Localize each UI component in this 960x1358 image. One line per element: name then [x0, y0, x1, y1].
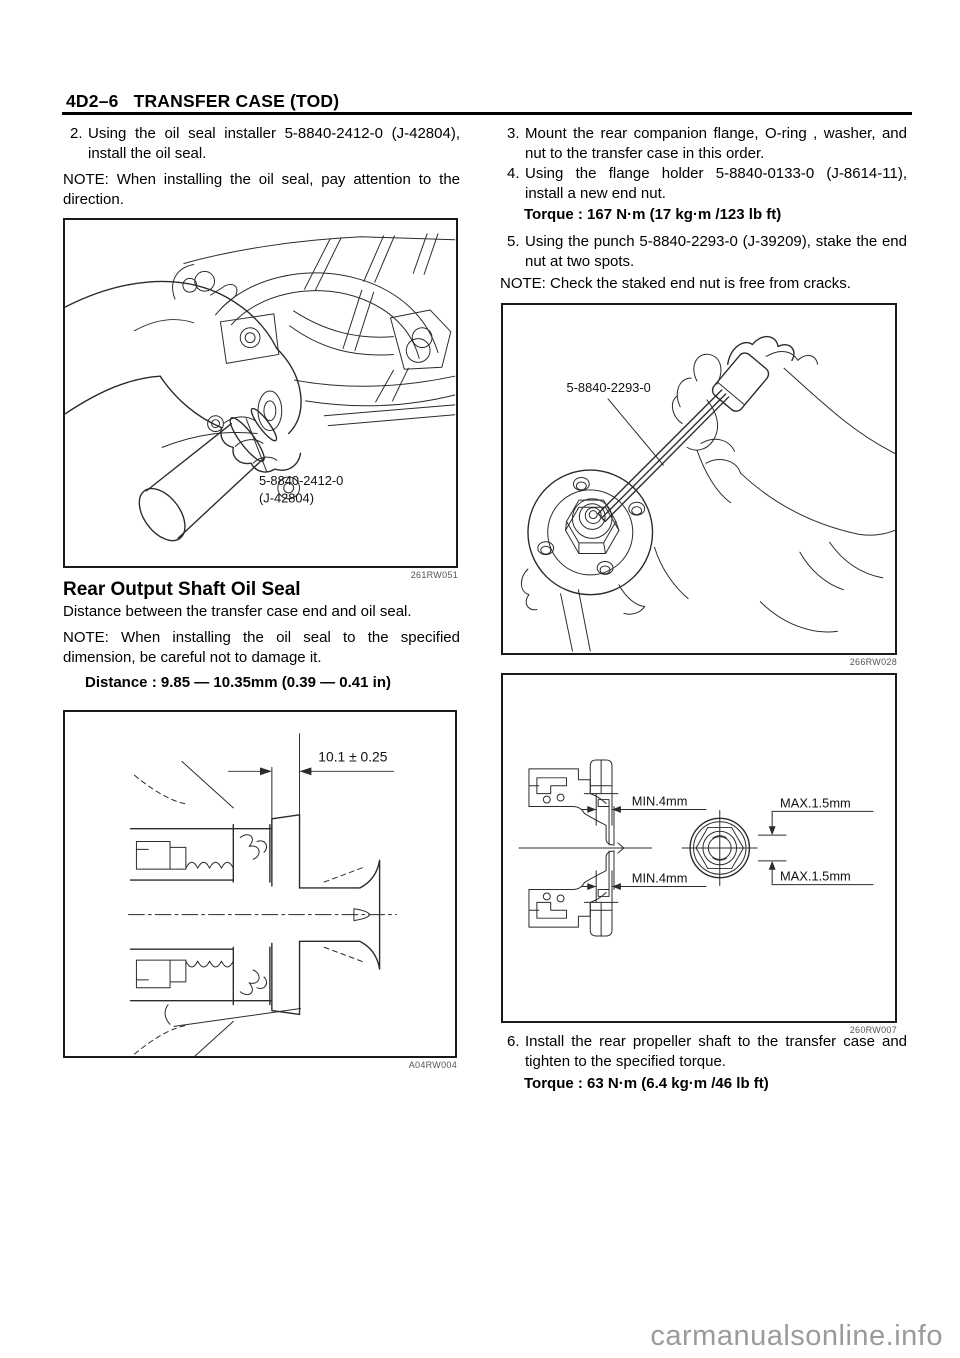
min-label-bottom: MIN.4mm [631, 870, 688, 886]
section-title: TRANSFER CASE (TOD) [133, 91, 340, 111]
min-label-top: MIN.4mm [631, 793, 688, 809]
figure-punch-staking [501, 303, 897, 655]
distance-spec: Distance : 9.85 — 10.35mm (0.39 — 0.41 in) [85, 674, 391, 691]
step-number: 2. [70, 125, 83, 142]
step-text: Using the flange holder 5-8840-0133-0 (J-8614-11), install a new end nut. [525, 165, 907, 202]
header-rule [62, 112, 912, 115]
note-specified-dimension: NOTE: When installing the oil seal to the specified dimension, be careful not to damage it. [63, 629, 460, 666]
step-number: 4. [507, 165, 520, 182]
max-label-bottom: MAX.1.5mm [780, 868, 851, 884]
page-header [66, 91, 339, 112]
oil-seal-installer-drawing [65, 220, 456, 566]
stake-dimensions-drawing [503, 675, 895, 1021]
step-text: Using the oil seal installer 5-8840-2412-0 (J-42804), install the oil seal. [88, 125, 460, 162]
step-3 [500, 124, 907, 164]
figure-id: 266RW028 [849, 657, 897, 667]
step-number: 5. [507, 233, 520, 250]
tool-label: 5-8840-2412-0 [259, 472, 344, 488]
torque-spec-end-nut: Torque : 167 N·m (17 kg·m /123 lb ft) [524, 206, 782, 223]
figure-id: A04RW004 [408, 1060, 457, 1070]
step-2 [63, 124, 460, 164]
note-oil-seal-direction: NOTE: When installing the oil seal, pay attention to the direction. [63, 171, 460, 208]
step-6 [500, 1032, 907, 1072]
figure-oil-seal-installer [63, 218, 458, 568]
section-code: 4D2–6 [66, 91, 119, 111]
tool-label-2: (J-42804) [259, 490, 314, 506]
figure-id: 261RW051 [410, 570, 458, 580]
torque-spec-propeller-shaft: Torque : 63 N·m (6.4 kg·m /46 lb ft) [524, 1075, 769, 1092]
watermark: carmanualsonline.info [650, 1320, 943, 1352]
step-number: 3. [507, 125, 520, 142]
oil-seal-cross-section-drawing [65, 712, 455, 1056]
note-staked-nut: NOTE: Check the staked end nut is free from cracks. [500, 275, 851, 292]
figure-stake-dimensions [501, 673, 897, 1023]
punch-label: 5-8840-2293-0 [566, 380, 651, 395]
step-text: Install the rear propeller shaft to the transfer case and tighten to the specified torque. [525, 1033, 907, 1070]
dimension-label: 10.1 ± 0.25 [318, 748, 388, 765]
step-text: Mount the rear companion flange, O-ring , washer, and nut to the transfer case in this order. [525, 125, 907, 162]
step-number: 6. [507, 1033, 520, 1050]
max-label-top: MAX.1.5mm [780, 795, 851, 811]
section-heading-rear-output-shaft-oil-seal: Rear Output Shaft Oil Seal [63, 579, 301, 600]
step-text: Using the punch 5-8840-2293-0 (J-39209), stake the end nut at two spots. [525, 233, 907, 270]
step-5 [500, 232, 907, 272]
figure-oil-seal-cross-section [63, 710, 457, 1058]
intro-text: Distance between the transfer case end and oil seal. [63, 603, 412, 620]
figure-id: 260RW007 [849, 1025, 897, 1035]
punch-staking-drawing [503, 305, 895, 653]
step-4 [500, 164, 907, 204]
